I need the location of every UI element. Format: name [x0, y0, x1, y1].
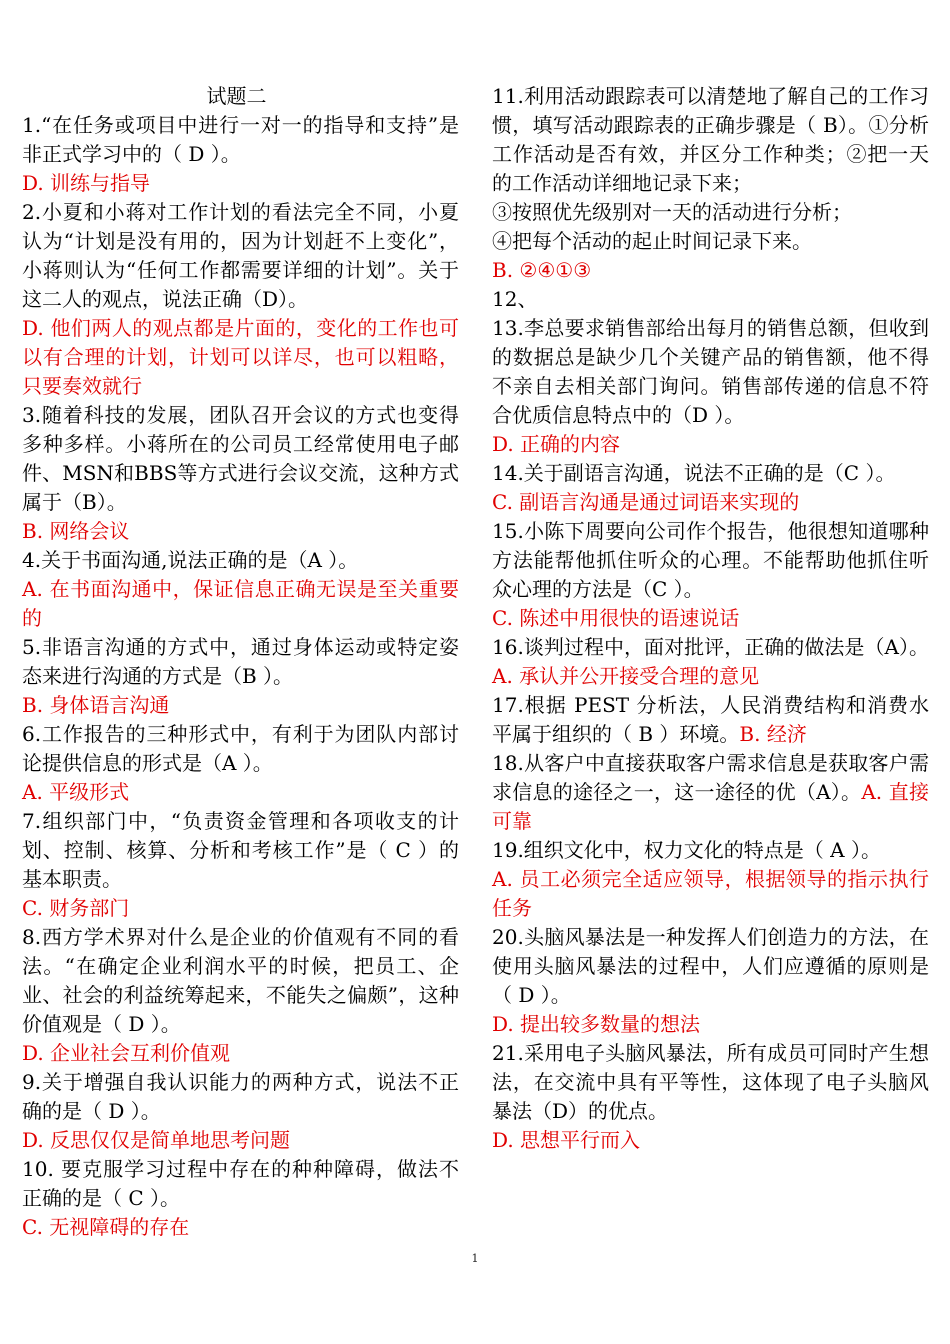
answer-text: C. 副语言沟通是通过词语来实现的: [492, 490, 800, 514]
answer-text: D. 训练与指导: [22, 171, 151, 195]
question-text: 10. 要克服学习过程中存在的种种障碍，做法不正确的是（ C ）。: [22, 1157, 459, 1210]
page-number: 1: [471, 1252, 479, 1265]
answer-text: A. 在书面沟通中，保证信息正确无误是至关重要的: [22, 577, 459, 630]
question-text: 2.小夏和小蒋对工作计划的看法完全不同，小夏认为“计划是没有用的，因为计划赶不上变化”，小蒋则认为“任何工作都需要详细的计划”。关于这二人的观点，说法正确（D）。: [22, 200, 459, 311]
answer-text: C. 无视障碍的存在: [22, 1215, 190, 1239]
answer-text: B. 身体语言沟通: [22, 693, 170, 717]
question-text: 4.关于书面沟通,说法正确的是（A ）。: [22, 548, 359, 572]
question-text: 17.根据 PEST 分析法，人民消费结构和消费水平属于组织的（ B ）环境。: [492, 693, 929, 746]
answer-text: A. 平级形式: [22, 780, 130, 804]
answer-text: D. 正确的内容: [492, 432, 621, 456]
question-text: 18.从客户中直接获取客户需求信息是获取客户需求信息的途径之一，这一途径的优（A）。: [492, 751, 929, 804]
page-title: 试题二: [206, 84, 267, 108]
question-with-answer: [492, 749, 929, 836]
answer-text: B. 经济: [739, 722, 807, 746]
left-column: [22, 82, 459, 1242]
question-text: 3.随着科技的发展，团队召开会议的方式也变得多种多样。小蒋所在的公司员工经常使用电子邮件、MSN和BBS等方式进行会议交流，这种方式属于（B）。: [22, 403, 459, 514]
question-text: ③按照优先级别对一天的活动进行分析；: [492, 200, 852, 224]
answer-text: D. 思想平行而入: [492, 1128, 641, 1152]
question-text: 1.“在任务或项目中进行一对一的指导和支持”是非正式学习中的（ D ）。: [22, 113, 459, 166]
question-text: 14.关于副语言沟通，说法不正确的是（C ）。: [492, 461, 896, 485]
answer-text: A. 承认并公开接受合理的意见: [492, 664, 760, 688]
question-text: 15.小陈下周要向公司作个报告，他很想知道哪种方法能帮他抓住听众的心理。不能帮助他抓住听众心理的方法是（C ）。: [492, 519, 929, 601]
question-text: 8.西方学术界对什么是企业的价值观有不同的看法。“在确定企业利润水平的时候，把员工、企业、社会的利益统筹起来，不能失之偏颇”，这种价值观是（ D ）。: [22, 925, 459, 1036]
question-text: 19.组织文化中，权力文化的特点是（ A ）。: [492, 838, 881, 862]
right-column: [492, 82, 929, 1155]
answer-text: B. 网络会议: [22, 519, 130, 543]
answer-text: D. 企业社会互利价值观: [22, 1041, 231, 1065]
question-with-answer: [492, 633, 929, 691]
question-text: 21.采用电子头脑风暴法，所有成员可同时产生想法，在交流中具有平等性，这体现了电子头脑风暴法（D）的优点。: [492, 1041, 929, 1123]
question-text: 6.工作报告的三种形式中，有利于为团队内部讨论提供信息的形式是（A ）。: [22, 722, 459, 775]
question-with-answer: [492, 691, 929, 749]
question-text: 7.组织部门中，“负责资金管理和各项收支的计划、控制、核算、分析和考核工作”是（ C ）的基本职责。: [22, 809, 459, 891]
answer-text: B. ②④①③: [492, 258, 592, 282]
question-text: 16.谈判过程中，面对批评，正确的做法是（A）。: [492, 635, 929, 659]
question-text: 9.关于增强自我认识能力的两种方式，说法不正确的是（ D ）。: [22, 1070, 459, 1123]
question-text: 13.李总要求销售部给出每月的销售总额，但收到的数据总是缺少几个关键产品的销售额，他不得不亲自去相关部门询问。销售部传递的信息不符合优质信息特点中的（D ）。: [492, 316, 929, 427]
answer-text: A. 员工必须完全适应领导，根据领导的指示执行任务: [492, 867, 929, 920]
answer-text: D. 提出较多数量的想法: [492, 1012, 701, 1036]
question-text: 5.非语言沟通的方式中，通过身体运动或特定姿态来进行沟通的方式是（B ）。: [22, 635, 459, 688]
answer-text: C. 陈述中用很快的语速说话: [492, 606, 740, 630]
question-text: ④把每个活动的起止时间记录下来。: [492, 229, 812, 253]
question-text: 12、: [492, 287, 538, 311]
answer-text: D. 他们两人的观点都是片面的，变化的工作也可以有合理的计划，计划可以详尽，也可以粗略，只要奏效就行: [22, 316, 459, 398]
question-text: 20.头脑风暴法是一种发挥人们创造力的方法，在使用头脑风暴法的过程中，人们应遵循的原则是（ D ）。: [492, 925, 929, 1007]
answer-text: D. 反思仅仅是简单地思考问题: [22, 1128, 291, 1152]
answer-text: C. 财务部门: [22, 896, 130, 920]
question-text: 11.利用活动跟踪表可以清楚地了解自己的工作习惯，填写活动跟踪表的正确步骤是（ B）。①分析工作活动是否有效，并区分工作种类；②把一天的工作活动详细地记录下来；: [492, 84, 929, 195]
answer-text: A. 直接可靠: [492, 780, 929, 833]
